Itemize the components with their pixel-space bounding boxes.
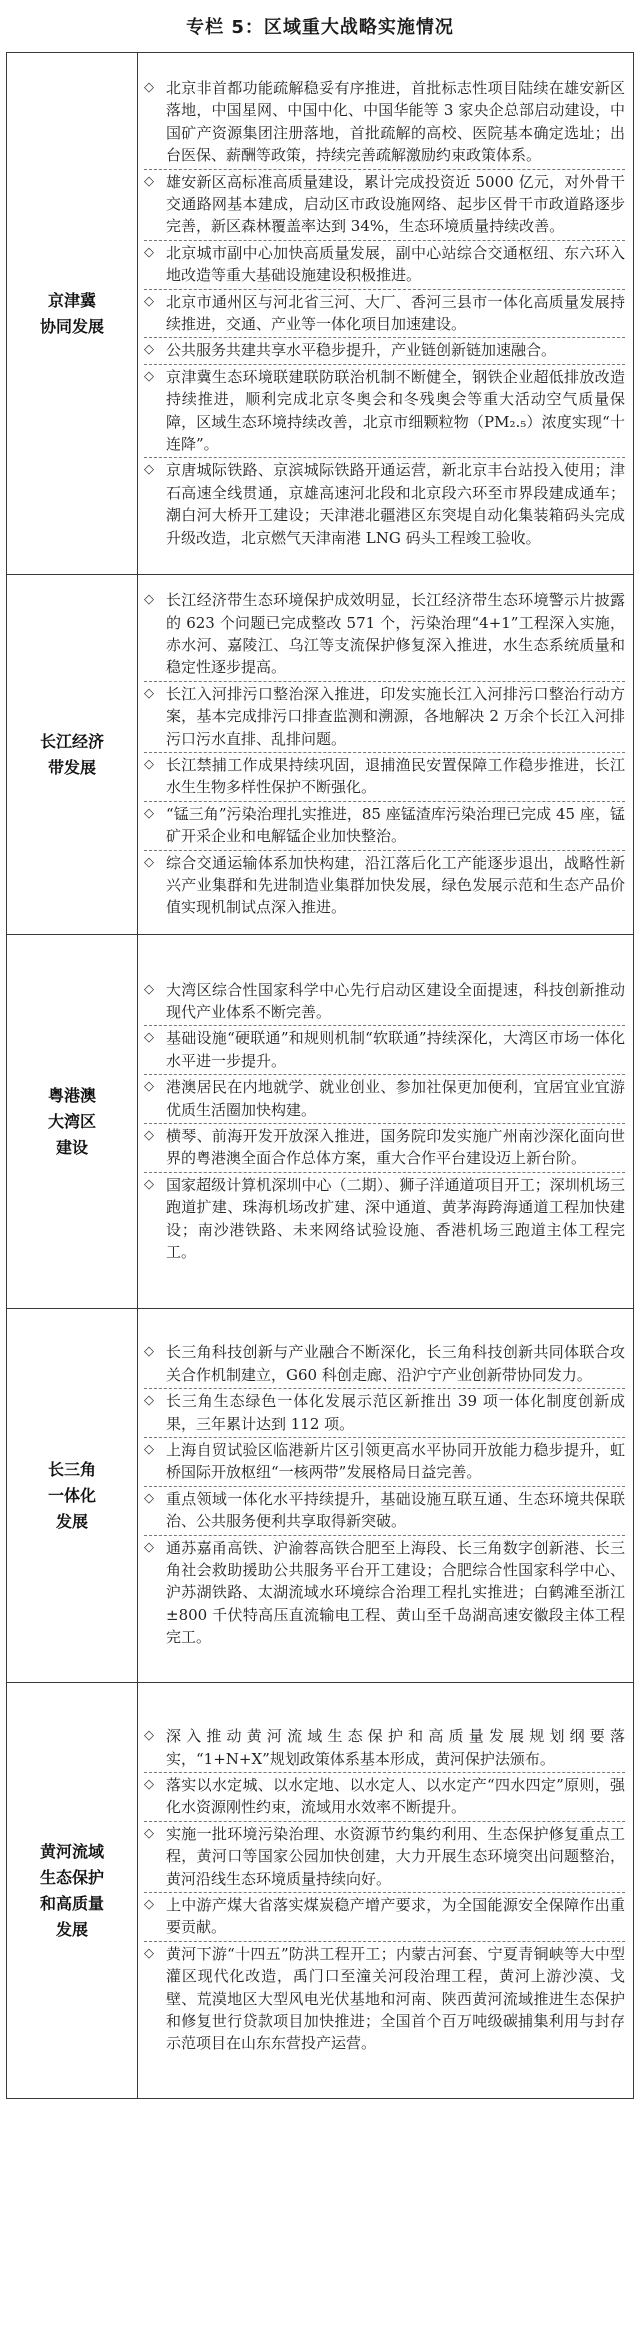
measure-text: 大湾区综合性国家科学中心先行启动区建设全面提速，科技创新推动现代产业体系不断完善。: [166, 980, 625, 1021]
strategy-row: [7, 53, 634, 575]
measure-text: 长江入河排污口整治深入推进，印发实施长江入河排污口整治行动方案，基本完成排污口排查监测和溯源，各地解决 2 万余个长江入河排污口污水直排、乱排问题。: [166, 684, 625, 748]
region-name-line: 长三角: [47, 1459, 96, 1479]
diamond-bullet-icon: ◇: [144, 1176, 154, 1192]
measure-text: 港澳居民在内地就学、就业创业、参加社保更加便利，宜居宜业宜游优质生活圈加快构建。: [166, 1078, 625, 1119]
measure-text: 落实以水定城、以水定地、以水定人、以水定产“四水四定”原则，强化水资源刚性约束，流域用水效率不断提升。: [166, 1775, 625, 1817]
diamond-bullet-icon: ◇: [144, 1030, 154, 1046]
measure-text: 京津冀生态环境联建联防联治机制不断健全，钢铁企业超低排放改造持续推进，顺利完成北京冬奥会和冬残奥会等重大活动空气质量保障，区域生态环境持续改善，北京市细颗粒物（PM₂.₅）浓度实现“十连降”。: [166, 367, 625, 454]
measure-text: 北京市通州区与河北省三河、大厂、香河三县市一体化高质量发展持续推进，交通、产业等一体化项目加速建设。: [166, 292, 625, 333]
measure-item: [144, 681, 625, 752]
diamond-bullet-icon: ◇: [144, 1776, 154, 1792]
measure-item: [144, 752, 625, 801]
diamond-bullet-icon: ◇: [144, 1128, 154, 1143]
region-name: [7, 53, 138, 575]
diamond-bullet-icon: ◇: [144, 592, 154, 608]
measure-item: [144, 1437, 625, 1486]
measure-item: [144, 364, 625, 458]
strategy-row: [7, 575, 634, 935]
measure-text: 北京非首都功能疏解稳妥有序推进，首批标志性项目陆续在雄安新区落地，中国星网、中国中化、中国华能等 3 家央企总部启动建设，中国矿产资源集团注册落地，首批疏解的高校、医院基本确定选址；出台医保、薪酬等政策，持续完善疏解激励约束政策体系。: [166, 78, 625, 165]
measure-item: [144, 1724, 625, 1772]
measure-list: [138, 1309, 634, 1683]
diamond-bullet-icon: ◇: [144, 757, 154, 772]
region-name-line: 带发展: [47, 757, 96, 777]
measure-list: [138, 53, 634, 575]
measure-item: [144, 1892, 625, 1941]
measure-item: [144, 1941, 625, 2057]
diamond-bullet-icon: ◇: [144, 1825, 154, 1841]
region-name-line: 发展: [55, 1919, 88, 1939]
column-title: 专栏 5：区域重大战略实施情况: [186, 17, 454, 38]
measure-text: 重点领域一体化水平持续提升，基础设施互联互通、生态环境共保联治、公共服务便利共享取得新突破。: [166, 1489, 625, 1531]
region-name-line: 长江经济: [39, 731, 104, 751]
measure-text: 京唐城际铁路、京滨城际铁路开通运营，新北京丰台站投入使用；津石高速全线贯通，京雄高速河北段和北京段六环至市界段建成通车；潮白河大桥开工建设；天津港北疆港区东突堤自动化集装箱码头完成升级改造，北京燃气天津南港 LNG 码头工程竣工验收。: [166, 461, 625, 547]
measure-text: 雄安新区高标准高质量建设，累计完成投资近 5000 亿元，对外骨干交通路网基本建成，启动区市政设施网络、起步区骨干市政道路逐步完善，新区森林覆盖率达到 34%，生态环境质量持续改善。: [166, 172, 625, 236]
measure-item: [144, 337, 625, 363]
diamond-bullet-icon: ◇: [144, 805, 154, 821]
measure-item: [144, 1172, 625, 1266]
region-name-line: 协同发展: [39, 316, 104, 336]
region-name-line: 京津冀: [47, 290, 96, 310]
region-name-line: 和高质量: [39, 1893, 104, 1913]
measure-text: 国家超级计算机深圳中心（二期）、狮子洋通道项目开工；深圳机场三跑道扩建、珠海机场改扩建、深中通道、黄茅海跨海通道工程加快建设；南沙港铁路、未来网络试验设施、香港机场三跑道主体工程完工。: [166, 1175, 625, 1262]
diamond-bullet-icon: ◇: [144, 981, 154, 997]
measure-item: [144, 169, 625, 240]
diamond-bullet-icon: ◇: [144, 79, 154, 95]
measure-item: [144, 289, 625, 338]
measure-text: 深入推动黄河流域生态保护和高质量发展规划纲要落实，“1+N+X”规划政策体系基本形成，黄河保护法颁布。: [166, 1727, 625, 1768]
region-name: [7, 1683, 138, 2099]
measure-text: 公共服务共建共享水平稳步提升，产业链创新链加速融合。: [166, 341, 557, 360]
measure-text: 上中游产煤大省落实煤炭稳产增产要求，为全国能源安全保障作出重要贡献。: [166, 1896, 625, 1937]
measure-text: 横琴、前海开发开放深入推进，国务院印发实施广州南沙深化面向世界的粤港澳全面合作总体方案，重大合作平台建设迈上新台阶。: [166, 1127, 625, 1168]
measure-item: [144, 1388, 625, 1437]
diamond-bullet-icon: ◇: [144, 854, 154, 870]
diamond-bullet-icon: ◇: [144, 1441, 154, 1457]
region-name-line: 生态保护: [39, 1867, 104, 1887]
region-name-line: 大湾区: [47, 1111, 96, 1131]
strategy-row: [7, 1309, 634, 1683]
measure-item: [144, 801, 625, 850]
measure-text: “锰三角”污染治理扎实推进，85 座锰渣库污染治理已完成 45 座，锰矿开采企业和电解锰企业加快整治。: [166, 804, 625, 846]
region-name-line: 发展: [55, 1511, 88, 1531]
region-name: [7, 1309, 138, 1683]
measure-item: [144, 1772, 625, 1821]
diamond-bullet-icon: ◇: [144, 1728, 154, 1744]
measure-list: [138, 1683, 634, 2099]
measure-item: [144, 1025, 625, 1074]
measure-list: [138, 935, 634, 1309]
measure-item: [144, 850, 625, 921]
measure-text: 长三角生态绿色一体化发展示范区新推出 39 项一体化制度创新成果，三年累计达到 112 项。: [166, 1392, 625, 1433]
measure-item: [144, 1821, 625, 1892]
region-name-line: 一体化: [47, 1485, 96, 1505]
measure-item: [144, 1486, 625, 1535]
diamond-bullet-icon: ◇: [144, 1490, 154, 1506]
measure-text: 综合交通运输体系加快构建，沿江落后化工产能逐步退出，战略性新兴产业集群和先进制造业集群加快发展，绿色发展示范和生态产品价值实现机制试点深入推进。: [166, 853, 625, 917]
measure-text: 长江经济带生态环境保护成效明显，长江经济带生态环境警示片披露的 623 个问题已完成整改 571 个，污染治理“4+1”工程深入实施，赤水河、嘉陵江、乌江等支流保护修复深入推进，水生态系统质量和稳定性逐步提高。: [166, 591, 625, 677]
region-name: [7, 575, 138, 935]
diamond-bullet-icon: ◇: [144, 173, 154, 189]
measure-text: 长三角科技创新与产业融合不断深化，长三角科技创新共同体联合攻关合作机制建立，G60 科创走廊、沿沪宁产业创新带协同发力。: [166, 1343, 625, 1384]
diamond-bullet-icon: ◇: [144, 1945, 154, 1961]
diamond-bullet-icon: ◇: [144, 462, 154, 478]
measure-text: 长江禁捕工作成果持续巩固，退捕渔民安置保障工作稳步推进，长江水生生物多样性保护不断强化。: [166, 756, 625, 797]
region-name: [7, 935, 138, 1309]
measure-item: [144, 1123, 625, 1172]
measure-item: [144, 76, 625, 169]
diamond-bullet-icon: ◇: [144, 1344, 154, 1360]
measure-item: [144, 1340, 625, 1388]
measure-text: 黄河下游“十四五”防洪工程开工；内蒙古河套、宁夏青铜峡等大中型灌区现代化改造，禹门口至潼关河段治理工程，黄河上游沙漠、戈壁、荒漠地区大型风电光伏基地和河南、陕西黄河流域推进生态保护和修复世行贷款项目加快推进；全国首个百万吨级碳捕集利用与封存示范项目在山东东营投产运营。: [166, 1944, 625, 2053]
measure-item: [144, 978, 625, 1026]
region-name-line: 黄河流域: [39, 1841, 104, 1861]
diamond-bullet-icon: ◇: [144, 1897, 154, 1912]
measure-item: [144, 1074, 625, 1123]
strategy-table: [6, 52, 634, 2099]
measure-item: [144, 240, 625, 289]
diamond-bullet-icon: ◇: [144, 342, 154, 358]
strategy-row: [7, 935, 634, 1309]
diamond-bullet-icon: ◇: [144, 368, 154, 384]
measure-list: [138, 575, 634, 935]
measure-text: 通苏嘉甬高铁、沪渝蓉高铁合肥至上海段、长三角数字创新港、长三角社会救助援助公共服务平台开工建设；合肥综合性国家科学中心、沪苏湖铁路、太湖流域水环境综合治理工程扎实推进；白鹤滩至浙江±800 千伏特高压直流输电工程、黄山至千岛湖高速安徽段主体工程完工。: [166, 1538, 625, 1647]
measure-text: 上海自贸试验区临港新片区引领更高水平协同开放能力稳步提升，虹桥国际开放枢纽“一核两带”发展格局日益完善。: [166, 1440, 625, 1482]
region-name-line: 建设: [55, 1137, 88, 1157]
diamond-bullet-icon: ◇: [144, 244, 154, 260]
measure-text: 实施一批环境污染治理、水资源节约集约利用、生态保护修复重点工程，黄河口等国家公园加快创建，大力开展生态环境突出问题整治，黄河沿线生态环境质量持续向好。: [166, 1824, 625, 1888]
measure-item: [144, 457, 625, 551]
diamond-bullet-icon: ◇: [144, 685, 154, 701]
measure-text: 基础设施“硬联通”和规则机制“软联通”持续深化，大湾区市场一体化水平进一步提升。: [166, 1029, 625, 1070]
diamond-bullet-icon: ◇: [144, 1079, 154, 1095]
strategy-row: [7, 1683, 634, 2099]
measure-text: 北京城市副中心加快高质量发展，副中心站综合交通枢纽、东六环入地改造等重大基础设施建设积极推进。: [166, 243, 625, 285]
diamond-bullet-icon: ◇: [144, 1539, 154, 1555]
measure-item: [144, 588, 625, 681]
region-name-line: 粤港澳: [47, 1085, 96, 1105]
diamond-bullet-icon: ◇: [144, 293, 154, 309]
measure-item: [144, 1535, 625, 1651]
diamond-bullet-icon: ◇: [144, 1393, 154, 1409]
